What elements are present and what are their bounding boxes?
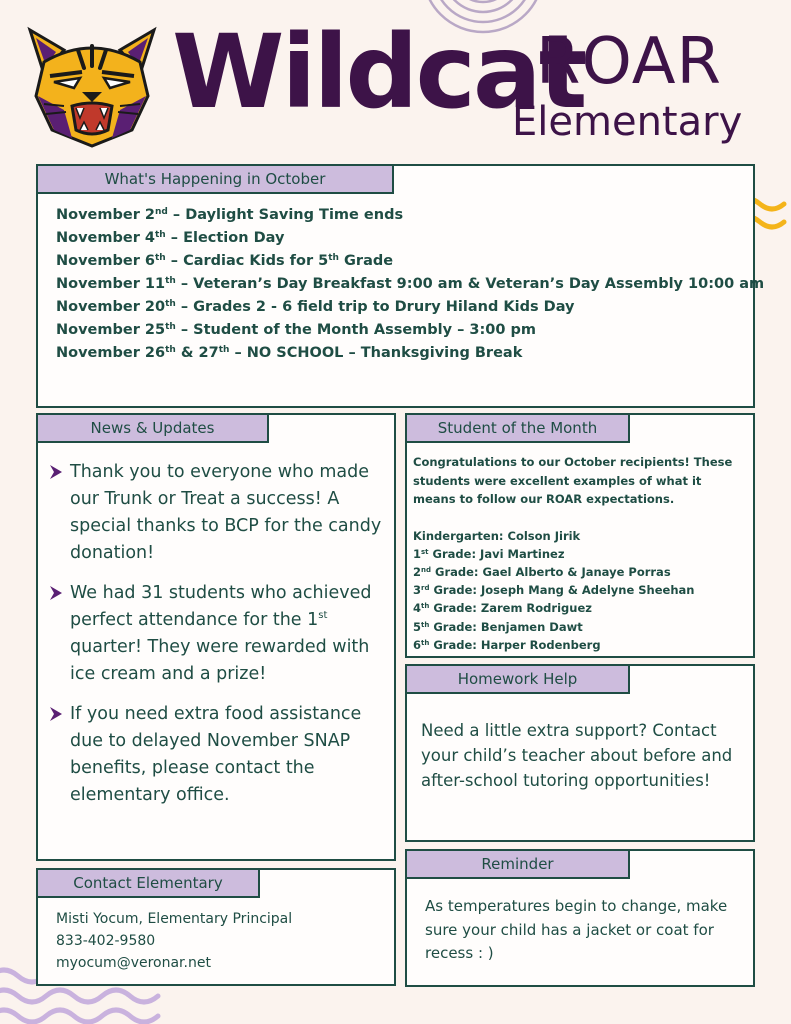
page-subtitle: Elementary [512, 99, 743, 145]
calendar-item [56, 273, 765, 296]
recipient-row [413, 527, 747, 545]
calendar-text-end: Grade [338, 253, 394, 269]
calendar-text: – Cardiac Kids for 5 [165, 253, 329, 269]
homework-body: Need a little extra support? Contact your child’s teacher about before and after-school tutoring opportunities! [421, 721, 733, 790]
student-of-month-list [413, 527, 747, 654]
news-item [46, 580, 384, 688]
recipient-grade-rest: Grade [429, 583, 473, 598]
calendar-date-suffix: th [165, 345, 176, 355]
recipient-grade-rest: Grade [429, 637, 473, 652]
calendar-text: – Grades 2 - 6 field trip to Drury Hiland Kids Day [175, 299, 575, 315]
recipient-grade: Kindergarten [413, 528, 499, 543]
calendar-text: – Veteran’s Day Breakfast 9:00 am & Veteran’s Day Assembly 10:00 am [175, 276, 765, 292]
homework-section [405, 664, 755, 842]
calendar-date-suffix: th [165, 322, 176, 332]
student-of-month-body [413, 453, 747, 654]
news-text-suffix: st [318, 610, 328, 621]
calendar-item [56, 227, 743, 250]
recipient-separator: : [472, 601, 481, 616]
contact-phone[interactable]: 833-402-9580 [56, 933, 156, 949]
recipient-row [413, 636, 747, 654]
calendar-text: & 27 [175, 345, 219, 361]
reminder-header: Reminder [405, 849, 630, 879]
recipient-grade-suffix: st [421, 547, 429, 556]
recipient-grade: 2 [413, 564, 422, 579]
calendar-date-suffix: nd [155, 207, 168, 217]
news-section [36, 413, 396, 861]
news-list [46, 459, 384, 822]
recipient-row [413, 545, 747, 563]
student-of-month-header: Student of the Month [405, 413, 630, 443]
chevron-right-icon [48, 585, 64, 601]
recipient-grade-suffix: rd [421, 584, 430, 593]
chevron-right-icon [48, 706, 64, 722]
recipient-grade-rest: Grade [428, 546, 472, 561]
news-text-end: quarter! They were rewarded with ice cream and a prize! [70, 637, 370, 684]
wildcat-mascot-icon [24, 26, 160, 148]
recipient-names: Javi Martinez [480, 546, 565, 561]
reminder-body: As temperatures begin to change, make sure your child has a jacket or coat for recess : ) [425, 897, 728, 962]
homework-header: Homework Help [405, 664, 630, 694]
recipient-names: Harper Rodenberg [480, 637, 601, 652]
recipient-grade: 5 [413, 619, 422, 634]
recipient-grade-suffix: nd [421, 565, 432, 574]
calendar-text-suffix: th [328, 253, 339, 263]
news-item [46, 459, 384, 567]
recipient-names: Gael Alberto & Janaye Porras [482, 564, 671, 579]
contact-email[interactable]: myocum@veronar.net [56, 955, 211, 971]
calendar-text: – Student of the Month Assembly – 3:00 pm [175, 322, 537, 338]
recipient-separator: : [472, 583, 481, 598]
recipient-grade-suffix: th [421, 638, 430, 647]
recipient-grade-rest: Grade [431, 564, 474, 579]
student-of-month-section [405, 413, 755, 658]
calendar-date: November 25 [56, 322, 166, 338]
contact-header: Contact Elementary [36, 868, 260, 898]
calendar-item [56, 250, 743, 273]
calendar-text: – Daylight Saving Time ends [167, 207, 404, 223]
recipient-separator: : [473, 564, 483, 579]
news-text-main: We had 31 students who achieved perfect attendance for the 1 [70, 583, 372, 630]
calendar-date: November 11 [56, 276, 166, 292]
calendar-text-suffix: th [218, 345, 230, 355]
recipient-separator: : [471, 546, 481, 561]
calendar-item [56, 204, 743, 227]
news-text-main: If you need extra food assistance due to delayed November SNAP benefits, please contact the elementary office. [70, 704, 362, 805]
recipient-names: Benjamen Dawt [480, 619, 583, 634]
recipient-grade: 3 [413, 583, 422, 598]
recipient-row [413, 618, 747, 636]
contact-body [56, 908, 384, 974]
calendar-date: November 20 [56, 299, 166, 315]
recipient-row [413, 599, 747, 617]
recipient-names: Joseph Mang & Adelyne Sheehan [481, 583, 695, 598]
recipient-names: Colson Jirik [507, 528, 581, 543]
student-of-month-intro: Congratulations to our October recipients! These students were excellent examples of what it means to follow our ROAR expectations. [413, 455, 733, 506]
recipient-grade-rest: Grade [429, 601, 473, 616]
recipient-separator: : [472, 619, 481, 634]
page-title-roar: ROAR [536, 25, 722, 99]
calendar-text-end: – NO SCHOOL – Thanksgiving Break [229, 345, 523, 361]
calendar-item [56, 296, 743, 319]
page-title: Wildcat [172, 13, 585, 132]
news-item [46, 701, 384, 809]
news-text [70, 701, 384, 809]
recipient-grade-rest: Grade [429, 619, 473, 634]
contact-section [36, 868, 396, 986]
calendar-date-suffix: th [155, 230, 166, 240]
calendar-section [36, 164, 765, 408]
recipient-grade-suffix: th [421, 620, 430, 629]
recipient-names: Zarem Rodriguez [480, 601, 592, 616]
calendar-list [56, 204, 765, 365]
calendar-date-suffix: th [155, 253, 166, 263]
news-text [70, 580, 384, 688]
news-text [70, 459, 384, 567]
calendar-text: – Election Day [165, 230, 285, 246]
contact-name: Misti Yocum, Elementary Principal [56, 911, 293, 927]
calendar-header: What's Happening in October [36, 164, 394, 194]
recipient-row [413, 563, 747, 581]
calendar-item [56, 319, 743, 342]
calendar-date: November 26 [56, 345, 166, 361]
recipient-grade-suffix: th [421, 602, 430, 611]
calendar-date-suffix: th [165, 276, 176, 286]
chevron-right-icon [48, 464, 64, 480]
recipient-grade: 4 [413, 601, 422, 616]
news-header: News & Updates [36, 413, 269, 443]
calendar-date: November 4 [56, 230, 155, 246]
calendar-date: November 6 [56, 253, 155, 269]
news-text-main: Thank you to everyone who made our Trunk or Treat a success! A special thanks to BCP for the candy donation! [70, 462, 382, 563]
recipient-separator: : [498, 528, 508, 543]
recipient-row [413, 581, 747, 599]
recipient-grade: 6 [413, 637, 422, 652]
recipient-grade: 1 [413, 546, 422, 561]
recipient-separator: : [472, 637, 481, 652]
reminder-section [405, 849, 755, 987]
calendar-date: November 2 [56, 207, 155, 223]
calendar-date-suffix: th [165, 299, 176, 309]
calendar-item [56, 342, 743, 365]
